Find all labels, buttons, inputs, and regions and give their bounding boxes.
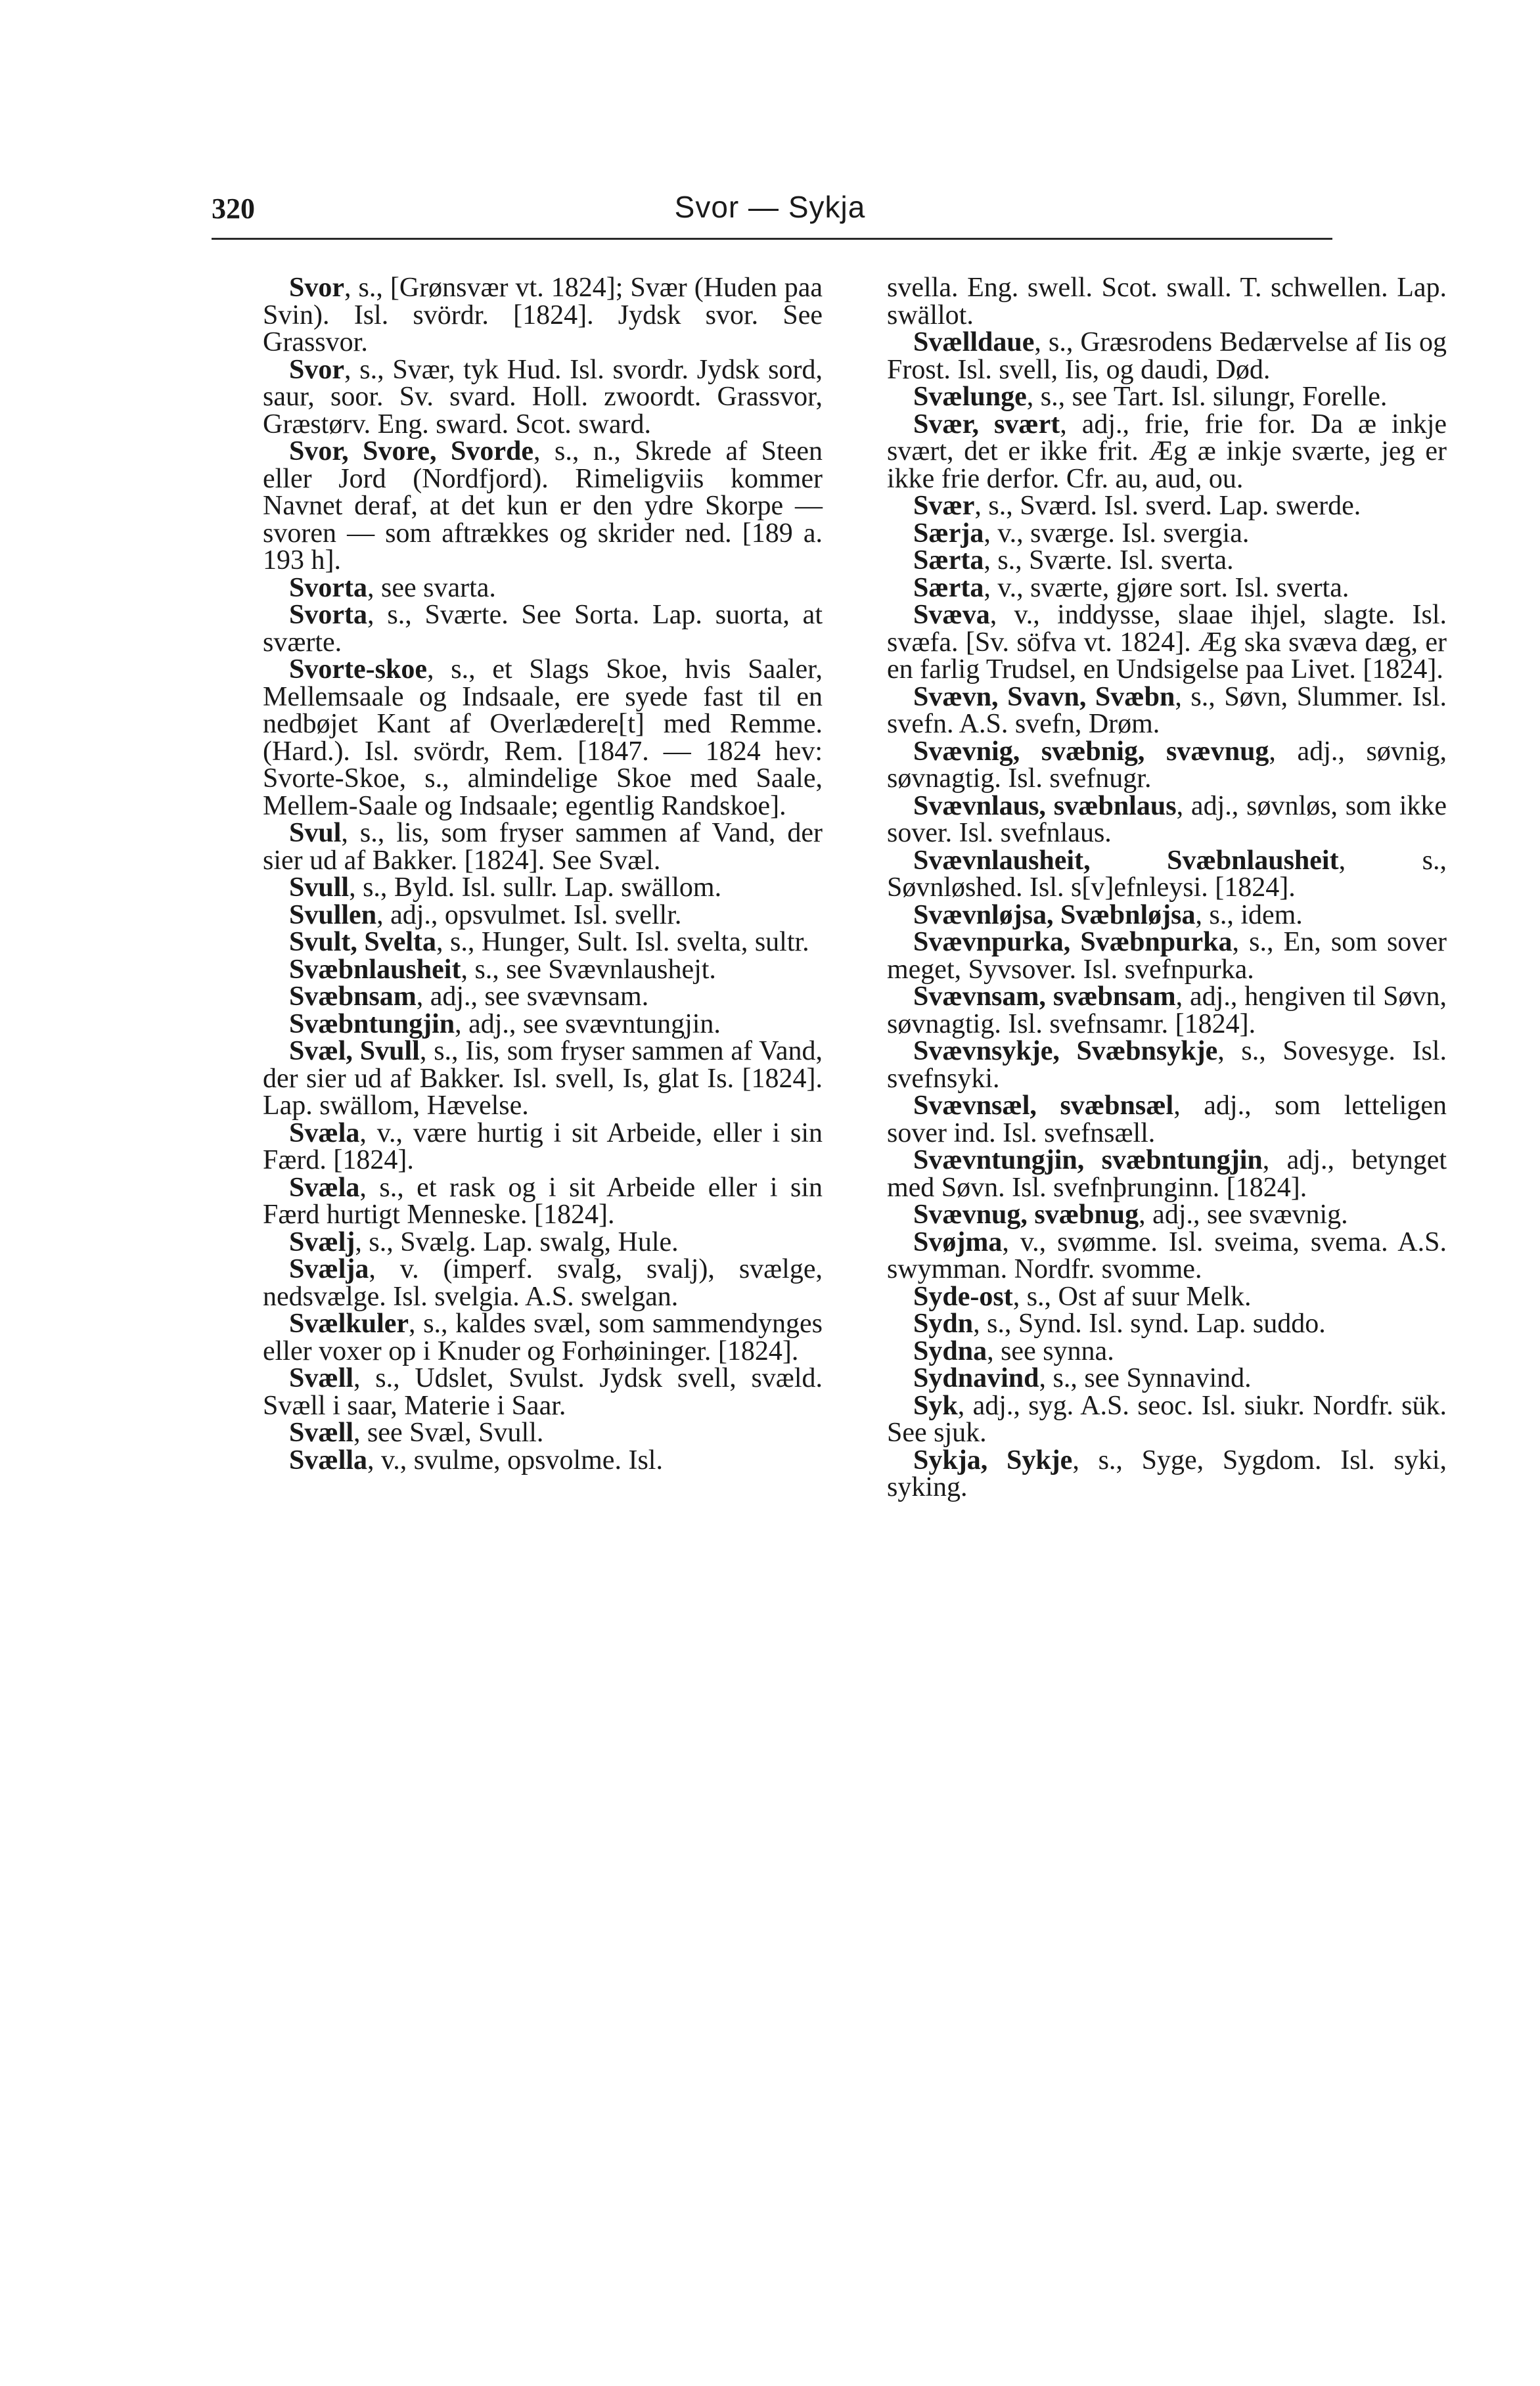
- dictionary-entry: [263, 954, 823, 985]
- headword: Svævntungjin, svæbntungjin: [913, 1145, 1263, 1175]
- dictionary-entry: [263, 275, 823, 357]
- entry-text: , s., Sværte. Isl. sverta.: [984, 545, 1234, 575]
- dictionary-entry: [887, 1281, 1447, 1312]
- headword: Svullen: [289, 899, 377, 930]
- dictionary-entry: [263, 656, 823, 820]
- dictionary-entry: [887, 520, 1447, 548]
- entry-text: , see svarta.: [367, 572, 496, 603]
- entry-text: , s., Sovesyge. Isl. svefnsyki.: [887, 1036, 1447, 1094]
- dictionary-entry: [263, 820, 823, 874]
- dictionary-entry: [263, 1038, 823, 1120]
- entry-text: , v., sværte, gjøre sort. Isl. sverta.: [984, 572, 1349, 603]
- dictionary-entry: [887, 411, 1447, 493]
- dictionary-entry: [263, 874, 823, 902]
- dictionary-entry: [887, 1229, 1447, 1284]
- dictionary-entry: [887, 790, 1447, 848]
- headword: Syk: [913, 1390, 958, 1421]
- headword: Svor: [289, 273, 344, 303]
- dictionary-entry: [887, 899, 1447, 930]
- dictionary-entry: [263, 572, 823, 603]
- headword: Svælldaue: [913, 327, 1035, 357]
- headword: Svor: [289, 354, 344, 385]
- entry-text: , s., Søvn, Slummer. Isl. svefn. A.S. svefn, Drøm.: [887, 681, 1447, 739]
- headword: Særja: [913, 518, 984, 549]
- headword: Sykja, Sykje: [913, 1445, 1073, 1475]
- running-head: Svor — Sykja: [674, 190, 866, 224]
- entry-text: , s., Udslet, Svulst. Jydsk svell, svæld. Svæll i saar, Materie i Saar.: [263, 1363, 823, 1421]
- entry-text: , adj., frie, frie for. Da æ inkje svært, det er ikke frit. Æg æ inkje sværte, jeg er ikke frie derfor. Cfr. au, aud, ou.: [887, 409, 1447, 494]
- headword: Svæla: [289, 1172, 360, 1203]
- entry-text: , s., Sværd. Isl. sverd. Lap. swerde.: [974, 491, 1361, 521]
- entry-text: , see Svæl, Svull.: [353, 1418, 544, 1448]
- dictionary-entry: [263, 1172, 823, 1230]
- dictionary-entry: [887, 1365, 1447, 1393]
- right-column: [887, 275, 1447, 1502]
- entry-text: , adj., søvnig, søvnagtig. Isl. svefnugr.: [887, 736, 1447, 794]
- entry-text: , s., see Tart. Isl. silungr, Forelle.: [1026, 382, 1388, 412]
- entry-text: , s., En, som sover meget, Syvsover. Isl. svefnpurka.: [887, 927, 1447, 985]
- headword: Svæll: [289, 1418, 354, 1448]
- entry-text: , s., Sværte. See Sorta. Lap. suorta, at sværte.: [263, 600, 823, 658]
- dictionary-entry: [887, 572, 1447, 603]
- headword: Særta: [913, 572, 984, 603]
- headword: Svævnsæl, svæbnsæl: [913, 1091, 1174, 1121]
- left-column: [263, 275, 823, 1474]
- entry-text: , adj., see svævnsam.: [416, 981, 649, 1012]
- entry-text: , adj., opsvulmet. Isl. svellr.: [376, 899, 682, 930]
- headword: Sydnavind: [913, 1363, 1039, 1393]
- headword: Svøjma: [913, 1227, 1003, 1257]
- entry-text: , v., inddysse, slaae ihjel, slagte. Isl. svæfa. [Sv. söfva vt. 1824]. Æg ska svæva dæg, er en farlig Trudsel, en Undsigelse paa Livet. [1824].: [887, 600, 1447, 685]
- headword: Svævnig, svæbnig, svævnug: [913, 736, 1269, 767]
- page-number: 320: [212, 192, 255, 225]
- entry-text: , adj., som letteligen sover ind. Isl. svefnsæll.: [887, 1091, 1447, 1148]
- entry-text: , see synna.: [987, 1336, 1114, 1366]
- entry-text: , s., Iis, som fryser sammen af Vand, der sier ud af Bakker. Isl. svell, Is, glat Is. [1824]. Lap. swällom, Hævelse.: [263, 1036, 823, 1121]
- entry-text: , s., Hunger, Sult. Isl. svelta, sultr.: [436, 927, 809, 957]
- headword: Svæbnsam: [289, 981, 417, 1012]
- entry-text: , s., Ost af suur Melk.: [1012, 1281, 1252, 1312]
- entry-text: , v. (imperf. svalg, svalj), svælge, nedsvælge. Isl. svelgia. A.S. swelgan.: [263, 1254, 823, 1312]
- dictionary-entry: [263, 899, 823, 930]
- entry-text: , s., Søvnløshed. Isl. s[v]efnleysi. [1824].: [887, 845, 1447, 903]
- dictionary-entry: [887, 681, 1447, 739]
- dictionary-entry: [263, 1117, 823, 1175]
- entry-text: , s., idem.: [1195, 899, 1303, 930]
- headword: Svæva: [913, 600, 990, 630]
- entry-text: , s., et rask og i sit Arbeide eller i sin Færd hurtigt Menneske. [1824].: [263, 1172, 823, 1230]
- entry-text: , adj., hengiven til Søvn, søvnagtig. Isl. svefnsamr. [1824].: [887, 981, 1447, 1039]
- headword: Særta: [913, 545, 984, 575]
- dictionary-entry: [887, 329, 1447, 384]
- entry-text: , s., [Grønsvær vt. 1824]; Svær (Huden paa Svin). Isl. svördr. [1824]. Jydsk svor. See Grassvor.: [263, 273, 823, 357]
- headword: Svorte-skoe: [289, 654, 427, 685]
- headword: Svæbnlausheit: [289, 954, 461, 985]
- headword: Svult, Svelta: [289, 927, 437, 957]
- headword: Svælj: [289, 1227, 355, 1257]
- headword: Svorta: [289, 600, 367, 630]
- dictionary-entry: [887, 1202, 1447, 1229]
- dictionary-entry: [887, 602, 1447, 684]
- entry-text: , s., see Synnavind.: [1039, 1363, 1252, 1393]
- dictionary-entry: [263, 438, 823, 575]
- headword: Svæla: [289, 1117, 360, 1148]
- dictionary-entry: [887, 1447, 1447, 1502]
- dictionary-entry: [887, 738, 1447, 793]
- entry-text: , adj., betynget med Søvn. Isl. svefnþrunginn. [1824].: [887, 1145, 1447, 1203]
- headword: Svævn, Svavn, Svæbn: [913, 681, 1175, 712]
- headword: Svævnpurka, Svæbnpurka: [913, 927, 1233, 957]
- entry-text: , s., Svælg. Lap. swalg, Hule.: [355, 1227, 679, 1257]
- dictionary-entry: [263, 929, 823, 957]
- entry-text: , adj., syg. A.S. seoc. Isl. siukr. Nordfr. sük. See sjuk.: [887, 1390, 1447, 1448]
- entry-text: , v., svømme. Isl. sveima, svema. A.S. swymman. Nordfr. svomme.: [887, 1227, 1447, 1284]
- dictionary-entry: [263, 1365, 823, 1420]
- entry-text: , s., n., Skrede af Steen eller Jord (Nordfjord). Rimeligviis kommer Navnet deraf, at det kun er den ydre Skorpe — svoren — som aftrækkes og skrider ned. [189 a. 193 h].: [263, 436, 823, 575]
- dictionary-entry: [263, 354, 823, 439]
- headword: Svær: [913, 491, 975, 521]
- header-rule: [212, 238, 1332, 240]
- headword: Svævnlausheit, Svæbnlausheit: [913, 845, 1339, 876]
- headword: Sydn: [913, 1309, 974, 1339]
- headword: Svæll: [289, 1363, 354, 1393]
- entry-text: , v., sværge. Isl. svergia.: [984, 518, 1250, 549]
- entry-text: , s., et Slags Skoe, hvis Saaler, Mellemsaale og Indsaale, ere syede fast til en nedbøjet Kant af Overlædere[t] med Remme. (Hard.). Isl. svördr, Rem. [1847. — 1824 hev: Svorte-Skoe, s., almindelige Skoe med Saale, Mellem-Saale og Indsaale; egentlig Randskoe].: [263, 654, 823, 821]
- entry-text: , v., svulme, opsvolme. Isl.: [367, 1445, 663, 1475]
- dictionary-entry: [263, 602, 823, 656]
- entry-text: , s., Græsrodens Bedærvelse af Iis og Frost. Isl. svell, Iis, og daudi, Død.: [887, 327, 1447, 385]
- dictionary-entry: [887, 1390, 1447, 1448]
- dictionary-entry: [263, 1256, 823, 1311]
- dictionary-entry: [263, 983, 823, 1011]
- dictionary-entry: [887, 1311, 1447, 1338]
- dictionary-entry: [887, 1038, 1447, 1092]
- entry-text: , s., Byld. Isl. sullr. Lap. swällom.: [349, 872, 722, 903]
- dictionary-entry: [263, 1229, 823, 1257]
- entry-text: , s., kaldes svæl, som sammendynges eller voxer op i Knuder og Forhøininger. [1824].: [263, 1309, 823, 1366]
- dictionary-entry: [887, 493, 1447, 520]
- dictionary-entry: [887, 983, 1447, 1038]
- dictionary-entry: [887, 547, 1447, 575]
- dictionary-entry: [887, 384, 1447, 411]
- headword: Syde-ost: [913, 1281, 1013, 1312]
- headword: Svævnlaus, svæbnlaus: [913, 790, 1177, 821]
- entry-text: , v., være hurtig i sit Arbeide, eller i sin Færd. [1824].: [263, 1117, 823, 1175]
- dictionary-entry: [263, 1447, 823, 1475]
- dictionary-entry: [263, 1008, 823, 1039]
- headword: Svælkuler: [289, 1309, 409, 1339]
- headword: Svull: [289, 872, 350, 903]
- headword: Svævnsykje, Svæbnsykje: [913, 1036, 1218, 1066]
- entry-text: , s., Synd. Isl. synd. Lap. suddo.: [973, 1309, 1326, 1339]
- entry-text: , adj., søvnløs, som ikke sover. Isl. svefnlaus.: [887, 790, 1447, 848]
- dictionary-entry: [263, 1420, 823, 1447]
- headword: Svælja: [289, 1254, 369, 1284]
- dictionary-entry: [887, 929, 1447, 983]
- headword: Svælla: [289, 1445, 368, 1475]
- entry-text: , adj., see svævntungjin.: [455, 1008, 721, 1039]
- headword: Svævnsam, svæbnsam: [913, 981, 1176, 1012]
- headword: Svælunge: [913, 382, 1027, 412]
- headword: Svævnug, svæbnug: [913, 1200, 1139, 1230]
- headword: Svul: [289, 818, 342, 848]
- dictionary-entry: [887, 1092, 1447, 1147]
- dictionary-entry: [887, 847, 1447, 902]
- entry-text: , s., Svær, tyk Hud. Isl. svordr. Jydsk sord, saur, soor. Sv. svard. Holl. zwoordt. Grassvor, Græstørv. Eng. sward. Scot. sward.: [263, 354, 823, 439]
- dictionary-entry: [263, 1311, 823, 1365]
- headword: Svæl, Svull: [289, 1036, 420, 1066]
- dictionary-entry: [887, 275, 1447, 329]
- headword: Svorta: [289, 572, 367, 603]
- headword: Sydna: [913, 1336, 987, 1366]
- entry-text: , s., lis, som fryser sammen af Vand, der sier ud af Bakker. [1824]. See Svæl.: [263, 818, 823, 876]
- entry-text: , adj., see svævnig.: [1139, 1200, 1348, 1230]
- headword: Svor, Svore, Svorde: [289, 436, 534, 466]
- headword: Svævnløjsa, Svæbnløjsa: [913, 899, 1196, 930]
- entry-text: , s., see Svævnlaushejt.: [461, 954, 716, 985]
- entry-text: svella. Eng. swell. Scot. swall. T. schwellen. Lap. swällot.: [887, 273, 1447, 330]
- entry-text: , s., Syge, Sygdom. Isl. syki, syking.: [887, 1445, 1447, 1502]
- dictionary-entry: [887, 1338, 1447, 1366]
- headword: Svær, svært: [913, 409, 1060, 439]
- dictionary-entry: [887, 1147, 1447, 1202]
- headword: Svæbntungjin: [289, 1008, 455, 1039]
